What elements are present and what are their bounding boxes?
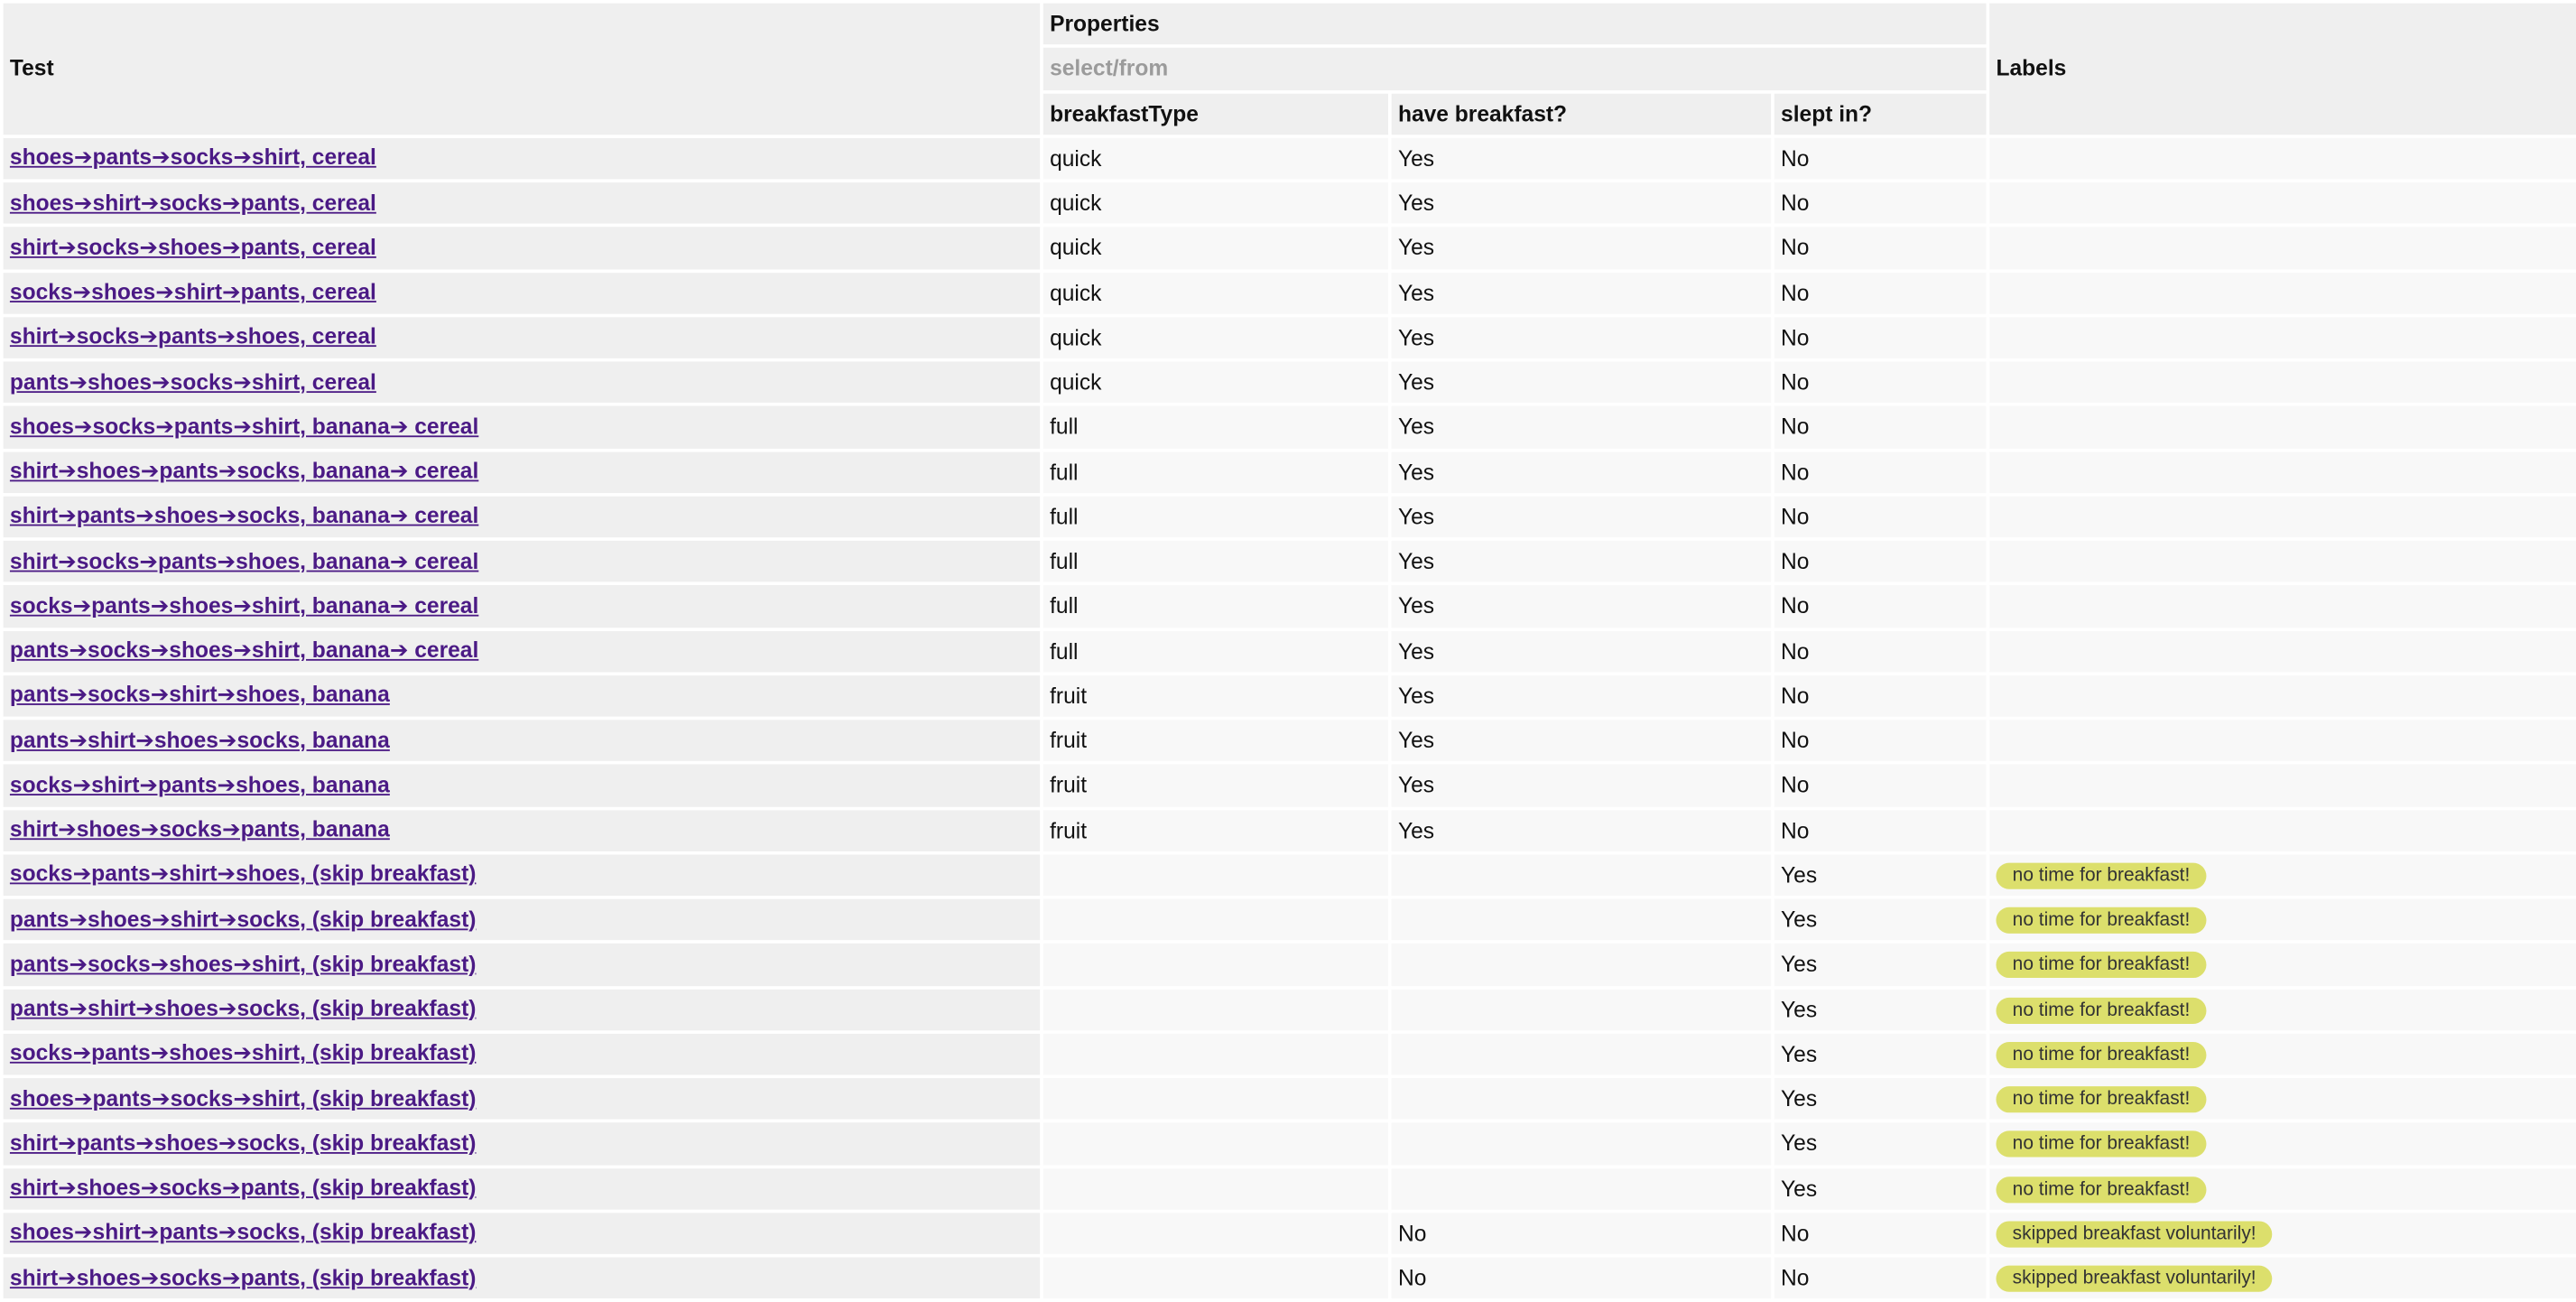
label-badge: no time for breakfast! xyxy=(1996,953,2206,979)
table-row xyxy=(4,720,2576,761)
slept-in-cell: No xyxy=(1774,675,1987,717)
have-breakfast-cell xyxy=(1392,854,1771,896)
slept-in-column-header: slept in? xyxy=(1774,93,1987,135)
test-cell xyxy=(4,854,1041,896)
labels-cell xyxy=(1989,1078,2576,1120)
labels-cell xyxy=(1989,451,2576,493)
breakfast-type-cell xyxy=(1043,899,1388,941)
labels-column-header: Labels xyxy=(1989,4,2576,135)
breakfast-type-cell: fruit xyxy=(1043,765,1388,806)
test-cell xyxy=(4,1123,1041,1165)
table-row xyxy=(4,765,2576,806)
test-link[interactable]: pants➔socks➔shoes➔shirt, banana➔ cereal xyxy=(9,637,479,663)
have-breakfast-cell: No xyxy=(1392,1213,1771,1254)
breakfast-type-cell xyxy=(1043,1167,1388,1209)
label-badge: skipped breakfast voluntarily! xyxy=(1996,1221,2272,1247)
table-row xyxy=(4,496,2576,537)
test-link[interactable]: shoes➔socks➔pants➔shirt, banana➔ cereal xyxy=(9,414,479,439)
labels-cell xyxy=(1989,541,2576,582)
have-breakfast-cell: Yes xyxy=(1392,630,1771,672)
table-row xyxy=(4,182,2576,224)
slept-in-cell: No xyxy=(1774,1257,1987,1298)
test-cell xyxy=(4,585,1041,627)
test-cell xyxy=(4,1213,1041,1254)
test-cell xyxy=(4,1167,1041,1209)
labels-cell xyxy=(1989,496,2576,537)
slept-in-cell: No xyxy=(1774,228,1987,269)
test-link[interactable]: shirt➔pants➔shoes➔socks, (skip breakfast) xyxy=(9,1130,477,1156)
test-cell xyxy=(4,496,1041,537)
table-row xyxy=(4,137,2576,179)
breakfast-type-cell xyxy=(1043,1213,1388,1254)
have-breakfast-cell: Yes xyxy=(1392,451,1771,493)
test-link[interactable]: pants➔shirt➔shoes➔socks, banana xyxy=(9,727,390,752)
label-badge: no time for breakfast! xyxy=(1996,1131,2206,1158)
breakfast-type-cell xyxy=(1043,1257,1388,1298)
have-breakfast-cell: Yes xyxy=(1392,361,1771,403)
test-cell xyxy=(4,228,1041,269)
table-row xyxy=(4,317,2576,358)
have-breakfast-cell xyxy=(1392,1167,1771,1209)
test-cell xyxy=(4,541,1041,582)
breakfast-type-cell: full xyxy=(1043,541,1388,582)
table-row xyxy=(4,1123,2576,1165)
test-cell xyxy=(4,137,1041,179)
slept-in-cell: Yes xyxy=(1774,854,1987,896)
breakfast-type-cell xyxy=(1043,1123,1388,1165)
labels-cell xyxy=(1989,1123,2576,1165)
breakfast-type-cell: quick xyxy=(1043,182,1388,224)
table-row xyxy=(4,585,2576,627)
test-cell xyxy=(4,182,1041,224)
slept-in-cell: No xyxy=(1774,585,1987,627)
have-breakfast-cell: Yes xyxy=(1392,182,1771,224)
test-link[interactable]: socks➔pants➔shirt➔shoes, (skip breakfast) xyxy=(9,861,477,887)
breakfast-type-cell xyxy=(1043,989,1388,1030)
select-from-header[interactable]: select/from xyxy=(1043,48,1987,89)
test-link[interactable]: shirt➔shoes➔socks➔pants, (skip breakfast) xyxy=(9,1264,477,1290)
have-breakfast-cell: Yes xyxy=(1392,541,1771,582)
slept-in-cell: Yes xyxy=(1774,1167,1987,1209)
have-breakfast-cell xyxy=(1392,1078,1771,1120)
slept-in-cell: No xyxy=(1774,496,1987,537)
have-breakfast-cell: Yes xyxy=(1392,720,1771,761)
table-row xyxy=(4,1033,2576,1074)
table-body xyxy=(4,137,2576,1298)
breakfast-type-cell: quick xyxy=(1043,272,1388,313)
test-cell xyxy=(4,1257,1041,1298)
slept-in-cell: No xyxy=(1774,182,1987,224)
breakfast-type-cell xyxy=(1043,1033,1388,1074)
labels-cell xyxy=(1989,809,2576,851)
have-breakfast-cell: Yes xyxy=(1392,317,1771,358)
test-cell xyxy=(4,1033,1041,1074)
table-row xyxy=(4,406,2576,448)
table-row xyxy=(4,361,2576,403)
test-cell xyxy=(4,630,1041,672)
labels-cell xyxy=(1989,1213,2576,1254)
table-row xyxy=(4,989,2576,1030)
label-badge: no time for breakfast! xyxy=(1996,1086,2206,1112)
labels-cell xyxy=(1989,317,2576,358)
test-link[interactable]: shirt➔pants➔shoes➔socks, banana➔ cereal xyxy=(9,503,479,528)
breakfast-type-cell: fruit xyxy=(1043,720,1388,761)
slept-in-cell: No xyxy=(1774,272,1987,313)
label-badge: skipped breakfast voluntarily! xyxy=(1996,1266,2272,1292)
labels-cell xyxy=(1989,361,2576,403)
label-badge: no time for breakfast! xyxy=(1996,1042,2206,1068)
test-cell xyxy=(4,1078,1041,1120)
breakfast-type-cell: quick xyxy=(1043,137,1388,179)
test-cell xyxy=(4,720,1041,761)
slept-in-cell: Yes xyxy=(1774,989,1987,1030)
slept-in-cell: No xyxy=(1774,720,1987,761)
have-breakfast-cell: No xyxy=(1392,1257,1771,1298)
have-breakfast-cell xyxy=(1392,1123,1771,1165)
breakfast-type-cell: fruit xyxy=(1043,675,1388,717)
test-link[interactable]: socks➔pants➔shoes➔shirt, banana➔ cereal xyxy=(9,592,479,618)
label-badge: no time for breakfast! xyxy=(1996,1176,2206,1203)
test-cell xyxy=(4,451,1041,493)
test-cell xyxy=(4,765,1041,806)
breakfast-type-cell: full xyxy=(1043,496,1388,537)
slept-in-cell: No xyxy=(1774,317,1987,358)
slept-in-cell: Yes xyxy=(1774,1078,1987,1120)
breakfast-type-cell xyxy=(1043,944,1388,985)
breakfast-type-cell xyxy=(1043,1078,1388,1120)
labels-cell xyxy=(1989,1257,2576,1298)
properties-header: Properties xyxy=(1043,4,1987,45)
have-breakfast-cell: Yes xyxy=(1392,406,1771,448)
table-row xyxy=(4,1213,2576,1254)
test-link[interactable]: shoes➔shirt➔pants➔socks, (skip breakfast) xyxy=(9,1220,477,1245)
test-link[interactable]: shirt➔socks➔pants➔shoes, banana➔ cereal xyxy=(9,548,479,573)
test-link[interactable]: shirt➔shoes➔socks➔pants, banana xyxy=(9,816,390,842)
test-cell xyxy=(4,406,1041,448)
breakfast-type-cell: quick xyxy=(1043,228,1388,269)
test-link[interactable]: pants➔shoes➔shirt➔socks, (skip breakfast) xyxy=(9,907,477,932)
breakfast-type-cell: full xyxy=(1043,630,1388,672)
table-row xyxy=(4,1257,2576,1298)
table-row xyxy=(4,675,2576,717)
test-cell xyxy=(4,989,1041,1030)
breakfast-type-cell: full xyxy=(1043,451,1388,493)
label-badge: no time for breakfast! xyxy=(1996,862,2206,888)
test-cell xyxy=(4,317,1041,358)
labels-cell xyxy=(1989,272,2576,313)
breakfast-type-cell: full xyxy=(1043,585,1388,627)
test-link[interactable]: pants➔socks➔shoes➔shirt, (skip breakfast) xyxy=(9,951,477,977)
labels-cell xyxy=(1989,182,2576,224)
test-cell xyxy=(4,899,1041,941)
labels-cell xyxy=(1989,585,2576,627)
have-breakfast-cell: Yes xyxy=(1392,809,1771,851)
breakfast-type-cell: fruit xyxy=(1043,809,1388,851)
label-badge: no time for breakfast! xyxy=(1996,997,2206,1023)
test-link[interactable]: shoes➔shirt➔socks➔pants, cereal xyxy=(9,190,376,215)
test-link[interactable]: shoes➔pants➔socks➔shirt, cereal xyxy=(9,144,376,171)
have-breakfast-cell: Yes xyxy=(1392,228,1771,269)
slept-in-cell: No xyxy=(1774,541,1987,582)
have-breakfast-cell: Yes xyxy=(1392,765,1771,806)
test-cell xyxy=(4,944,1041,985)
slept-in-cell: No xyxy=(1774,361,1987,403)
have-breakfast-column-header: have breakfast? xyxy=(1392,93,1771,135)
breakfast-type-column-header: breakfastType xyxy=(1043,93,1388,135)
labels-cell xyxy=(1989,630,2576,672)
slept-in-cell: No xyxy=(1774,765,1987,806)
test-link[interactable]: pants➔shirt➔shoes➔socks, (skip breakfast) xyxy=(9,996,477,1021)
table-row xyxy=(4,630,2576,672)
table-row xyxy=(4,944,2576,985)
labels-cell xyxy=(1989,854,2576,896)
have-breakfast-cell: Yes xyxy=(1392,272,1771,313)
have-breakfast-cell xyxy=(1392,944,1771,985)
labels-cell xyxy=(1989,228,2576,269)
slept-in-cell: Yes xyxy=(1774,899,1987,941)
breakfast-type-cell: full xyxy=(1043,406,1388,448)
test-link[interactable]: shoes➔pants➔socks➔shirt, (skip breakfast) xyxy=(9,1085,477,1111)
have-breakfast-cell: Yes xyxy=(1392,675,1771,717)
test-link[interactable]: shirt➔shoes➔socks➔pants, (skip breakfast) xyxy=(9,1175,477,1201)
table-row xyxy=(4,1167,2576,1209)
slept-in-cell: No xyxy=(1774,406,1987,448)
have-breakfast-cell: Yes xyxy=(1392,496,1771,537)
slept-in-cell: No xyxy=(1774,1213,1987,1254)
slept-in-cell: No xyxy=(1774,451,1987,493)
breakfast-type-cell: quick xyxy=(1043,361,1388,403)
labels-cell xyxy=(1989,720,2576,761)
slept-in-cell: Yes xyxy=(1774,944,1987,985)
labels-cell xyxy=(1989,989,2576,1030)
labels-cell xyxy=(1989,765,2576,806)
test-link[interactable]: shirt➔shoes➔pants➔socks, banana➔ cereal xyxy=(9,459,479,484)
labels-cell xyxy=(1989,899,2576,941)
test-link[interactable]: shirt➔socks➔pants➔shoes, cereal xyxy=(9,324,376,349)
have-breakfast-cell xyxy=(1392,989,1771,1030)
breakfast-type-cell xyxy=(1043,854,1388,896)
have-breakfast-cell xyxy=(1392,1033,1771,1074)
labels-cell xyxy=(1989,1033,2576,1074)
labels-cell xyxy=(1989,137,2576,179)
test-cell xyxy=(4,272,1041,313)
labels-cell xyxy=(1989,944,2576,985)
slept-in-cell: Yes xyxy=(1774,1033,1987,1074)
test-link[interactable]: socks➔pants➔shoes➔shirt, (skip breakfast) xyxy=(9,1040,477,1066)
test-link[interactable]: pants➔socks➔shirt➔shoes, banana xyxy=(9,683,390,708)
table-row xyxy=(4,854,2576,896)
slept-in-cell: Yes xyxy=(1774,1123,1987,1165)
table-row xyxy=(4,272,2576,313)
slept-in-cell: No xyxy=(1774,630,1987,672)
table-row xyxy=(4,541,2576,582)
table-row xyxy=(4,809,2576,851)
test-column-header: Test xyxy=(4,4,1041,135)
labels-cell xyxy=(1989,1167,2576,1209)
test-cell xyxy=(4,361,1041,403)
test-link[interactable]: socks➔shoes➔shirt➔pants, cereal xyxy=(9,279,376,304)
test-cell xyxy=(4,809,1041,851)
test-link[interactable]: shirt➔socks➔shoes➔pants, cereal xyxy=(9,235,376,260)
have-breakfast-cell xyxy=(1392,899,1771,941)
have-breakfast-cell: Yes xyxy=(1392,585,1771,627)
table-row xyxy=(4,899,2576,941)
have-breakfast-cell: Yes xyxy=(1392,137,1771,179)
slept-in-cell: No xyxy=(1774,809,1987,851)
test-link[interactable]: pants➔shoes➔socks➔shirt, cereal xyxy=(9,368,376,395)
label-badge: no time for breakfast! xyxy=(1996,907,2206,934)
table-row xyxy=(4,1078,2576,1120)
table-row xyxy=(4,228,2576,269)
labels-cell xyxy=(1989,406,2576,448)
table-row xyxy=(4,451,2576,493)
slept-in-cell: No xyxy=(1774,137,1987,179)
labels-cell xyxy=(1989,675,2576,717)
test-link[interactable]: socks➔shirt➔pants➔shoes, banana xyxy=(9,772,390,797)
test-cell xyxy=(4,675,1041,717)
breakfast-type-cell: quick xyxy=(1043,317,1388,358)
